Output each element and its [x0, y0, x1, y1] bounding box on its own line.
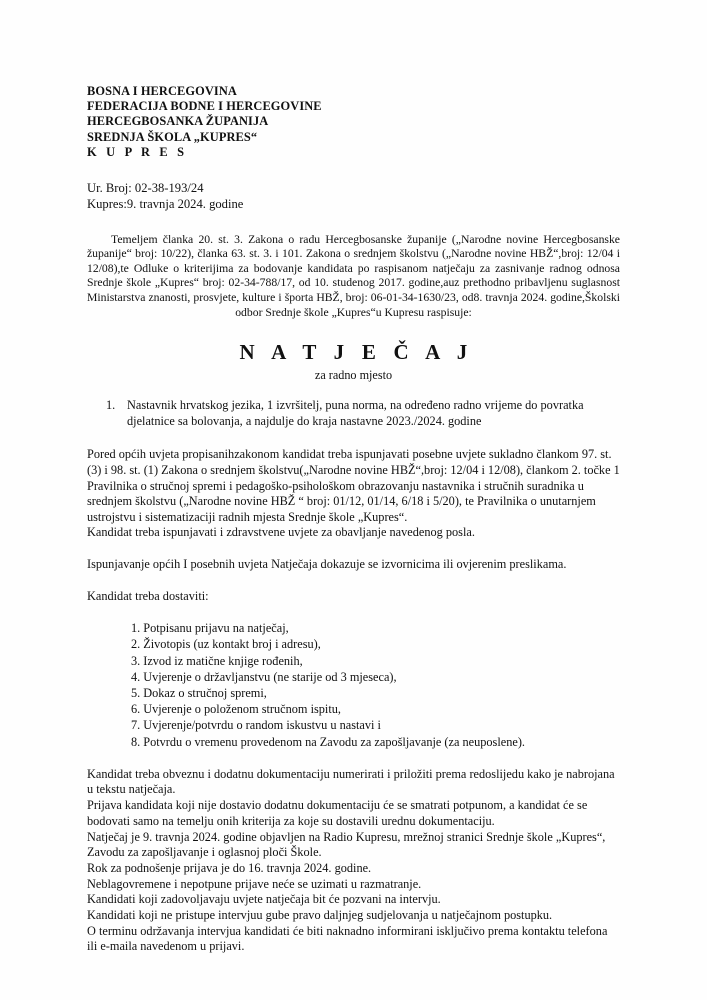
document-item	[131, 717, 620, 733]
document-number: 7.	[131, 718, 141, 733]
closing-paragraph: Rok za podnošenje prijava je do 16. travnja 2024. godine.	[87, 860, 372, 875]
closing-paragraph: Kandidati koji zadovoljavaju uvjete natječaja bit će pozvani na intervju.	[87, 892, 441, 907]
document-number: 2.	[131, 637, 141, 652]
closing-paragraph: Prijava kandidata koji nije dostavio dodatnu dokumentaciju će se smatrati potpunom, a kandidat će se bodovati samo na temelju onih kriterija za koje su dostavili urednu dokumentaciju.	[87, 798, 588, 828]
document-item	[131, 685, 620, 701]
document-title: N A T J E Č A J	[239, 340, 474, 365]
documents-intro: Kandidat treba dostaviti:	[87, 588, 209, 603]
document-text: Životopis (uz kontakt broj i adresu),	[143, 637, 321, 652]
position-text: Nastavnik hrvatskog jezika, 1 izvršitelj, puna norma, na određeno radno vrijeme do povratka djelatnice sa bolovanja, a najdulje do kraja nastavne 2023./2024. godine	[127, 398, 584, 428]
health-conditions-paragraph: Kandidat treba ispunjavati i zdravstvene uvjete za obavljanje navedenog posla.	[87, 525, 475, 540]
document-item	[131, 620, 620, 636]
org-header-line-federation: FEDERACIJA BODNE I HERCEGOVINE	[87, 99, 322, 114]
position-number: 1.	[106, 398, 116, 413]
org-header-line-country: BOSNA I HERCEGOVINA	[87, 84, 237, 98]
closing-paragraph: Kandidati koji ne pristupe intervjuu gube pravo daljnjeg sudjelovanja u natječajnom postupku.	[87, 908, 553, 923]
required-documents-list	[87, 620, 620, 750]
document-number: 1.	[131, 621, 141, 636]
document-text: Dokaz o stručnoj spremi,	[143, 685, 267, 700]
legal-preamble: Temeljem članka 20. st. 3. Zakona o radu Hercegbosanske županije („Narodne novine Hercegbosanske županije“ broj: 10/22), članka 63. st. 3. i 101. Zakona o srednjem školstvu („Narodne novine HBŽ“,broj: 12/04 i 12/08),te Odluke o kriterijima za bodovanje kandidata po raspisanom natječaju za zasnivanje radnog odnosa Srednje škole „Kupres“ broj: 02-34-788/17, od 10. studenog 2017. godine,auz prethodno pribavljenu suglasnost Ministarstva znanosti, prosvjete, kulture i športa HBŽ, broj: 06-01-34-1630/23, od8. travnja 2024. godine,Školski odbor Srednje škole „Kupres“u Kupresu raspisuje:	[87, 232, 620, 319]
place-and-date: Kupres:9. travnja 2024. godine	[87, 196, 244, 211]
document-text: Uvjerenje o državljanstvu (ne starije od 3 mjeseca),	[143, 669, 397, 684]
closing-paragraph: Neblagovremene i nepotpune prijave neće se uzimati u razmatranje.	[87, 876, 422, 891]
document-item	[131, 701, 620, 717]
document-body	[87, 84, 620, 955]
conditions-paragraph: Pored općih uvjeta propisanihzakonom kandidat treba ispunjavati posebne uvjete sukladno člankom 97. st. (3) i 98. st. (1) Zakona o srednjem školstvu(„Narodne novine HBŽ“,broj: 12/04 i 12/08), člankom 2. točke 1 Pravilnika o stručnoj spremi i pedagoško-psihološkom obrazovanju nastavnika i stručnih suradnika u srednjem školstvu („Narodne novine HBŽ “ broj: 01/12, 01/14, 6/18 i 5/20), te Pravilnika o unutarnjem ustrojstvu i sistematizaciji radnih mjesta Srednje škole „Kupres“.	[87, 447, 620, 524]
org-header-line-city: K U P R E S	[87, 144, 188, 159]
closing-paragraph: O terminu održavanja intervjua kandidati će biti naknadno informirani isključivo prema kontaktu telefona ili e-maila navedenom u prijavi.	[87, 923, 608, 954]
document-number: 3.	[131, 653, 141, 668]
position-item	[87, 398, 620, 429]
closing-paragraph: Kandidat treba obveznu i dodatnu dokumentaciju numerirati i priložiti prema redoslijedu kako je nabrojana u tekstu natječaja.	[87, 766, 615, 797]
document-number: 5.	[131, 685, 141, 700]
document-item	[131, 653, 620, 669]
document-item	[131, 669, 620, 685]
document-text: Uvjerenje/potvrdu o random iskustvu u nastavi i	[143, 718, 381, 733]
positions-list	[87, 398, 620, 429]
closing-paragraphs	[87, 767, 620, 955]
document-item	[131, 734, 620, 750]
document-subtitle: za radno mjesto	[314, 368, 393, 383]
org-header-line-canton: HERCEGBOSANKA ŽUPANIJA	[87, 114, 269, 129]
reference-block	[87, 181, 620, 213]
proof-paragraph: Ispunjavanje općih I posebnih uvjeta Natječaja dokazuje se izvornicima ili ovjerenim preslikama.	[87, 556, 567, 571]
organization-header	[87, 84, 620, 160]
document-number: 4.	[131, 669, 141, 684]
document-text: Potvrdu o vremenu provedenom na Zavodu za zapošljavanje (za neuposlene).	[143, 734, 525, 749]
document-number: 8.	[131, 734, 141, 749]
protocol-number: Ur. Broj: 02-38-193/24	[87, 181, 204, 196]
document-item	[131, 636, 620, 652]
org-header-line-school: SREDNJA ŠKOLA „KUPRES“	[87, 129, 258, 144]
document-text: Potpisanu prijavu na natječaj,	[143, 621, 289, 636]
title-block	[87, 340, 620, 383]
document-number: 6.	[131, 702, 141, 717]
closing-paragraph: Natječaj je 9. travnja 2024. godine objavljen na Radio Kupresu, mrežnoj stranici Srednje škole „Kupres“, Zavodu za zapošljavanje i oglasnoj ploči Škole.	[87, 829, 606, 860]
document-text: Izvod iz matične knjige rođenih,	[143, 653, 303, 668]
document-text: Uvjerenje o položenom stručnom ispitu,	[143, 702, 341, 717]
